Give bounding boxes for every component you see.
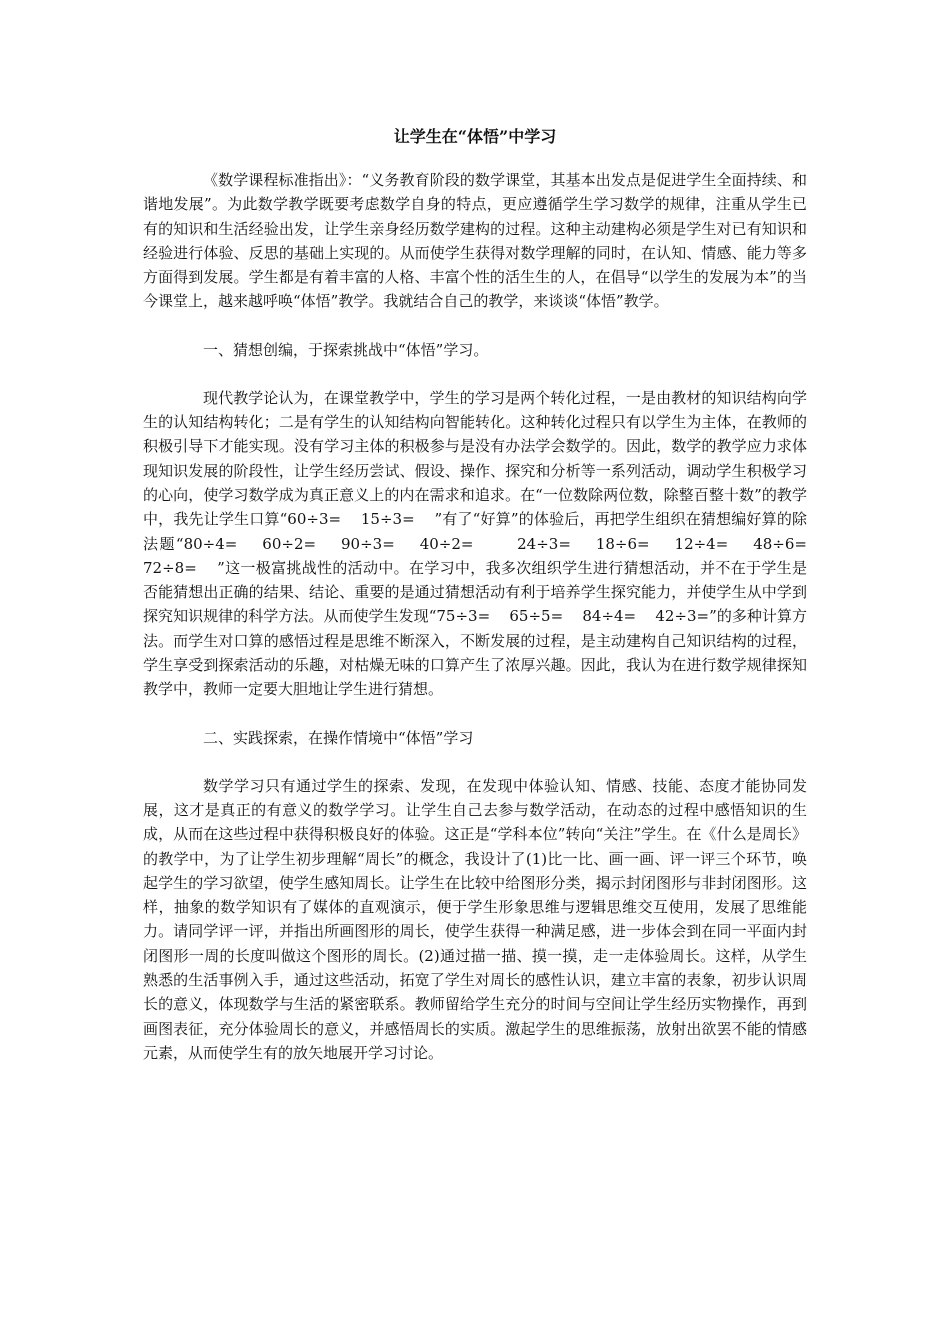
- section-2-paragraph: 数学学习只有通过学生的探索、发现，在发现中体验认知、情感、技能、态度才能协同发展，这才是真正的有意义的数学学习。让学生自己去参与数学活动，在动态的过程中感悟知识的生成，从而在这些过程中获得积极良好的体验。这正是“学科本位”转向“关注”学生。在《什么是周长》的教学中，为了让学生初步理解“周长”的概念，我设计了(1)比一比、画一画、评一评三个环节，唤起学生的学习欲望，使学生感知周长。让学生在比较中给图形分类，揭示封闭图形与非封闭图形。这样，抽象的数学知识有了媒体的直观演示，便于学生形象思维与逻辑思维交互使用，发展了思维能力。请同学评一评，并指出所画图形的周长，使学生获得一种满足感，进一步体会到在同一平面内封闭图形一周的长度叫做这个图形的周长。(2)通过描一描、摸一摸，走一走体验周长。这样，从学生熟悉的生活事例入手，通过这些活动，拓宽了学生对周长的感性认识，建立丰富的表象，初步认识周长的意义，体现数学与生活的紧密联系。教师留给学生充分的时间与空间让学生经历实物操作，再到画图表征，充分体验周长的意义，并感悟周长的实质。激起学生的思维振荡，放射出欲罢不能的情感元素，从而使学生有的放矢地展开学习讨论。: [143, 776, 807, 1062]
- intro-paragraph: 《数学课程标准指出》：“义务教育阶段的数学课堂，其基本出发点是促进学生全面持续、和谐地发展”。为此数学教学既要考虑数学自身的特点，更应遵循学生学习数学的规律，注重从学生已有的知识和生活经验出发，让学生亲身经历数学建构的过程。这种主动建构必须是学生对已有知识和经验进行体验、反思的基础上实现的。从而使学生获得对数学理解的同时，在认知、情感、能力等多方面得到发展。学生都是有着丰富的人格、丰富个性的活生生的人，在倡导“以学生的发展为本”的当今课堂上，越来越呼唤“体悟”教学。我就结合自己的教学，来谈谈“体悟”教学。: [143, 171, 807, 311]
- document-page: [143, 126, 827, 1065]
- section-1-paragraph: 现代教学论认为，在课堂教学中，学生的学习是两个转化过程，一是由教材的知识结构向学生的认知结构转化；二是有学生的认知结构向智能转化。这种转化过程只有以学生为主体，在教师的积极引导下才能实现。没有学习主体的积极参与是没有办法学会数学的。因此，数学的教学应力求体现知识发展的阶段性，让学生经历尝试、假设、操作、探究和分析等一系列活动，调动学生积极学习的心向，使学习数学成为真正意义上的内在需求和追求。在“一位数除两位数，除整百整十数”的教学中，我先让学生口算“60÷3= 15÷3= ”有了“好算”的体验后，再把学生组织在猜想编好算的除法题“80÷4= 60÷2= 90÷3= 40÷2= 24÷3= 18÷6= 12÷4= 48÷6= 72÷8= ”这一极富挑战性的活动中。在学习中，我多次组织学生进行猜想活动，并不在于学生是否能猜想出正确的结果、结论、重要的是通过猜想活动有利于培养学生探究能力，并使学生从中学到探究知识规律的科学方法。从而使学生发现“75÷3= 65÷5= 84÷4= 42÷3=”的多种计算方法。而学生对口算的感悟过程是思维不断深入，不断发展的过程，是主动建构自己知识结构的过程，学生享受到探索活动的乐趣，对枯燥无味的口算产生了浓厚兴趣。因此，我认为在进行数学规律探知教学中，教师一定要大胆地让学生进行猜想。: [143, 388, 827, 699]
- document-title: 让学生在“体悟”中学习: [393, 127, 557, 146]
- section-heading-1: 一、猜想创编，于探索挑战中“体悟”学习。: [203, 340, 489, 359]
- section-heading-2: 二、实践探索，在操作情境中“体悟”学习: [203, 728, 474, 747]
